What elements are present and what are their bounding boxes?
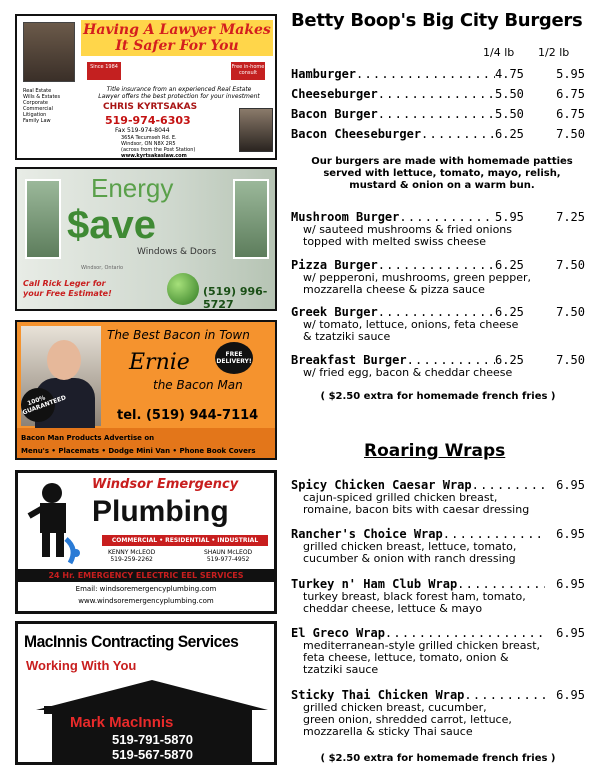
services-list: Real Estate Wills & Estates Corporate Commercial Litigation Family Law [23,88,61,124]
free-delivery-badge: FREE DELIVERY! [215,342,253,374]
save-logo: $ave [67,203,156,247]
electric-services-banner: 24 Hr. EMERGENCY ELECTRIC EEL SERVICES [18,569,274,582]
menu-item-ranchers-choice-wrap: Rancher's Choice Wrap . . . 6.95 grilled chicken breast, lettuce, tomato, cucumber & onion with ranch dressing [291,527,585,565]
lawyer-address: 365A Tecumseh Rd. E. Windsor, ON N8X 2R5 (across from the Post Station) www.kyrtsakaslaw.com [121,135,196,159]
windows-doors-text: Windows & Doors [137,247,217,257]
lawyer-headline: Having A Lawyer Makes It Safer For You [81,20,273,56]
menu-item-el-greco-wrap: El Greco Wrap . . . 6.95 mediterranean-style grilled chicken breast, feta cheese, lettuce, tomato, onion & tzatziki sauce [291,626,585,676]
menu-item-bacon-cheeseburger: Bacon Cheeseburger . . . 6.25 7.50 [291,127,585,141]
macinnis-title: MacInnis Contracting Services [24,632,239,651]
lawyer-phone: 519-974-6303 [105,114,191,127]
bacon-strip: Bacon Man Products Advertise on Menu's • Placemats • Dodge Mini Van • Phone Book Covers [17,428,275,460]
menu-item-sticky-thai-chicken-wrap: Sticky Thai Chicken Wrap . . . 6.95 grilled chicken breast, cucumber, green onion, shredded carrot, lettuce, mozzarella & sticky Thai sauce [291,688,585,738]
location-text: Windsor, Ontario [81,265,124,271]
window-image [25,179,61,259]
lawyer-name: CHRIS KYRTSAKAS [103,102,198,112]
menu-item-cheeseburger: Cheeseburger . . . 5.50 6.75 [291,87,585,101]
menu-item-pizza-burger: Pizza Burger . . . 6.25 7.50 w/ pepperoni, mushrooms, green pepper, mozzarella cheese & pizza sauce [291,258,585,296]
guarantee-badge: 100% GUARANTEED [16,383,60,427]
call-text: Call Rick Leger for your Free Estimate! [23,279,112,298]
menu-item-turkey-ham-club-wrap: Turkey n' Ham Club Wrap . . . 6.95 turkey breast, black forest ham, tomato, cheddar cheese, lettuce & mayo [291,577,585,615]
window-image [233,179,269,259]
plumbing-website: www.windsoremergencyplumbing.com [78,597,214,605]
menu-item-breakfast-burger: Breakfast Burger . . . 6.25 7.50 w/ fried egg, bacon & cheddar cheese [291,353,585,379]
menu-item-hamburger: Hamburger . . . 4.75 5.95 [291,67,585,81]
menu-item-mushroom-burger: Mushroom Burger . . . 5.95 7.25 w/ sauteed mushrooms & fried onions topped with melted swiss cheese [291,210,585,248]
macinnis-ad [15,621,277,765]
macinnis-subtitle: Working With You [26,658,137,673]
menu-title: Betty Boop's Big City Burgers [291,10,583,31]
lawyer-tagline: Title insurance from an experienced Real Estate Lawyer offers the best protection for your investment [98,86,260,100]
macinnis-phone-1: 519-791-5870 [112,732,193,747]
energy-text: Energy [91,173,174,203]
lawyer-portrait [239,108,273,152]
menu-item-greek-burger: Greek Burger . . . 6.25 7.50 w/ tomato, lettuce, onions, feta cheese & tzatziki sauce [291,305,585,343]
plumbing-title: Plumbing [92,495,229,528]
macinnis-name: Mark MacInnis [70,714,174,731]
contact-kenny: KENNY McLEOD 519-259-2262 [108,549,156,563]
macinnis-phone-2: 519-567-5870 [112,747,193,762]
bacon-phone: tel. (519) 944-7114 [117,408,259,423]
ernie-name: Ernie [129,350,190,375]
menu-item-bacon-burger: Bacon Burger . . . 5.50 6.75 [291,107,585,121]
menu-item-spicy-chicken-caesar-wrap: Spicy Chicken Caesar Wrap . . . 6.95 cajun-spiced grilled chicken breast, romaine, bacon bits with caesar dressing [291,478,585,516]
plumbing-ad [15,470,277,614]
energy-phone: (519) 996-5727 [203,285,268,311]
lawyer-ad [15,14,277,160]
plumbing-brand: Windsor Emergency [92,477,239,492]
half-lb-header: 1/2 lb [538,46,570,59]
wraps-title: Roaring Wraps [364,441,506,461]
burger-note: Our burgers are made with homemade patties served with lettuce, tomato, mayo, relish, mustard & onion on a warm bun. [311,156,573,191]
globe-icon [167,273,199,305]
service-types: COMMERCIAL • RESIDENTIAL • INDUSTRIAL [102,535,268,546]
consult-badge: Free in-home consult [231,62,265,80]
best-bacon-text: The Best Bacon in Town [107,328,250,342]
plumbing-email: Email: windsoremergencyplumbing.com [75,585,217,593]
energy-save-ad [15,167,277,311]
plumber-icon [22,479,88,565]
quarter-lb-header: 1/4 lb [483,46,515,59]
office-photo [23,22,75,82]
contact-shaun: SHAUN McLEOD 519-977-4952 [204,549,253,563]
fries-note: ( $2.50 extra for homemade french fries ) [320,391,556,402]
since-badge: Since 1984 [87,62,121,80]
bacon-man-text: the Bacon Man [153,378,243,392]
lawyer-fax: Fax 519-974-8044 [115,127,170,134]
bacon-man-ad [15,320,277,460]
fries-note-wraps: ( $2.50 extra for homemade french fries ) [320,753,556,764]
